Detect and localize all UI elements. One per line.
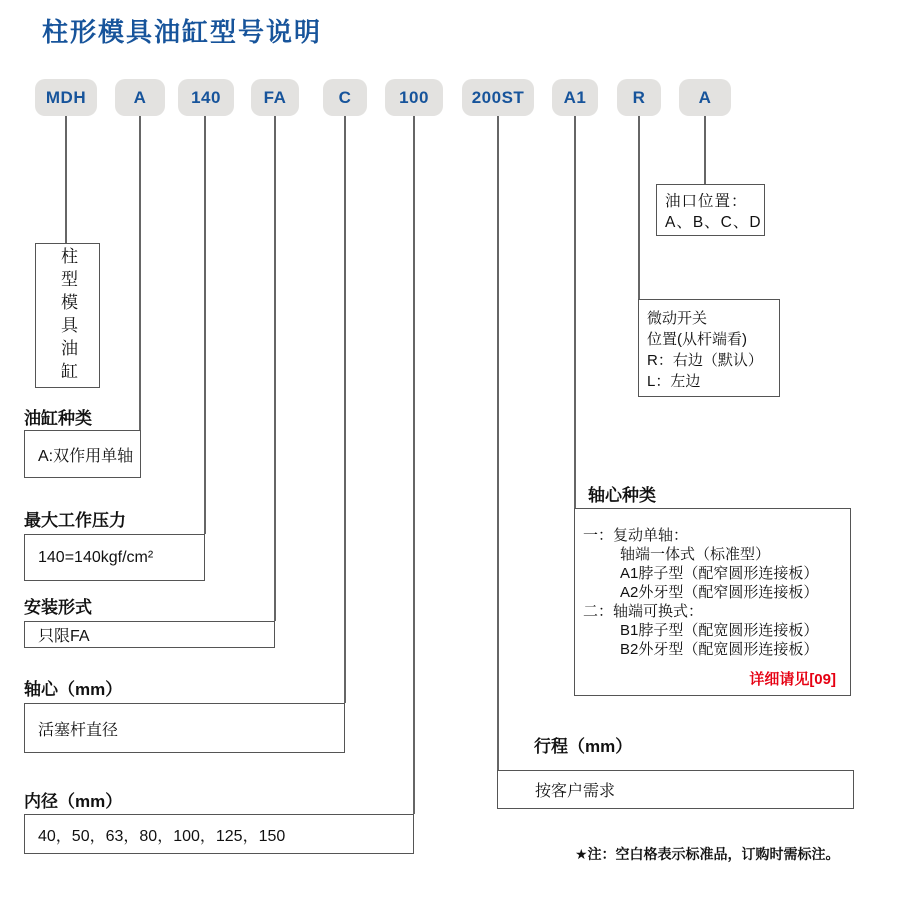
mount-style-value: 只限FA	[38, 628, 90, 645]
micro-switch-line4: L：左边	[647, 373, 701, 390]
code-segment-a-port: A	[679, 79, 731, 116]
code-segment-c: C	[323, 79, 367, 116]
port-position-options: A、B、C、D	[665, 214, 762, 231]
box-port-position	[656, 184, 765, 236]
shaft-kind-line2: 轴端一体式（标准型）	[620, 546, 771, 563]
code-segment-mdh: MDH	[35, 79, 97, 116]
shaft-kind-line4: A2外牙型（配窄圆形连接板）	[620, 584, 819, 601]
shaft-mm-value: 活塞杆直径	[38, 721, 119, 739]
code-segment-100: 100	[385, 79, 443, 116]
label-shaft-mm: 轴心（mm）	[24, 680, 123, 699]
connector-line-100	[413, 116, 415, 814]
code-segment-a1: A1	[552, 79, 598, 116]
shaft-kind-line5: 二：轴端可换式：	[583, 603, 704, 620]
box-max-pressure	[24, 534, 205, 581]
label-max-pressure: 最大工作压力	[24, 511, 126, 530]
connector-line-fa	[274, 116, 276, 621]
code-segment-200st: 200ST	[462, 79, 534, 116]
shaft-kind-line3: A1脖子型（配窄圆形连接板）	[620, 565, 819, 582]
label-cylinder-kind: 油缸种类	[24, 409, 92, 428]
cylinder-kind-value: A:双作用单轴	[38, 447, 134, 465]
box-shaft-mm	[24, 703, 345, 753]
shaft-kind-detail-ref: 详细请见[09]	[749, 671, 836, 688]
box-stroke-mm	[497, 770, 854, 809]
connector-line-a	[139, 116, 141, 430]
max-pressure-value: 140=140kgf/cm²	[38, 548, 154, 566]
cylinder-name-text: 柱型模具油缸	[58, 246, 77, 385]
connector-line-200st	[497, 116, 499, 770]
micro-switch-line2: 位置(从杆端看)	[647, 331, 747, 348]
code-segment-fa: FA	[251, 79, 299, 116]
micro-switch-line1: 微动开关	[647, 310, 708, 327]
cylinder-name-box	[35, 243, 100, 388]
bore-mm-value: 40，50，63，80，100，125，150	[38, 827, 286, 845]
footnote: ★注：空白格表示标准品，订购时需标注。	[575, 846, 840, 862]
connector-line-140	[204, 116, 206, 534]
port-position-title: 油口位置：	[665, 193, 748, 210]
label-shaft-kind: 轴心种类	[588, 486, 656, 505]
shaft-kind-line7: B2外牙型（配宽圆形连接板）	[620, 641, 819, 658]
connector-line-c	[344, 116, 346, 703]
connector-line-port	[704, 116, 706, 184]
box-cylinder-kind	[24, 430, 141, 478]
box-shaft-kind	[574, 508, 851, 696]
connector-line-a1	[574, 116, 576, 508]
shaft-kind-line1: 一：复动单轴：	[583, 527, 689, 544]
connector-line-r	[638, 116, 640, 299]
box-mount-style	[24, 621, 275, 648]
label-stroke-mm: 行程（mm）	[534, 737, 633, 756]
box-micro-switch	[638, 299, 780, 397]
shaft-kind-line6: B1脖子型（配宽圆形连接板）	[620, 622, 819, 639]
page-title: 柱形模具油缸型号说明	[42, 17, 323, 47]
box-bore-mm	[24, 814, 414, 854]
code-segment-140: 140	[178, 79, 234, 116]
micro-switch-line3: R：右边（默认）	[647, 352, 763, 369]
label-bore-mm: 内径（mm）	[24, 792, 123, 811]
code-segment-r: R	[617, 79, 661, 116]
stroke-mm-value: 按客户需求	[535, 783, 616, 800]
connector-line-mdh	[65, 116, 67, 243]
code-segment-a: A	[115, 79, 165, 116]
label-mount-style: 安装形式	[24, 598, 92, 617]
